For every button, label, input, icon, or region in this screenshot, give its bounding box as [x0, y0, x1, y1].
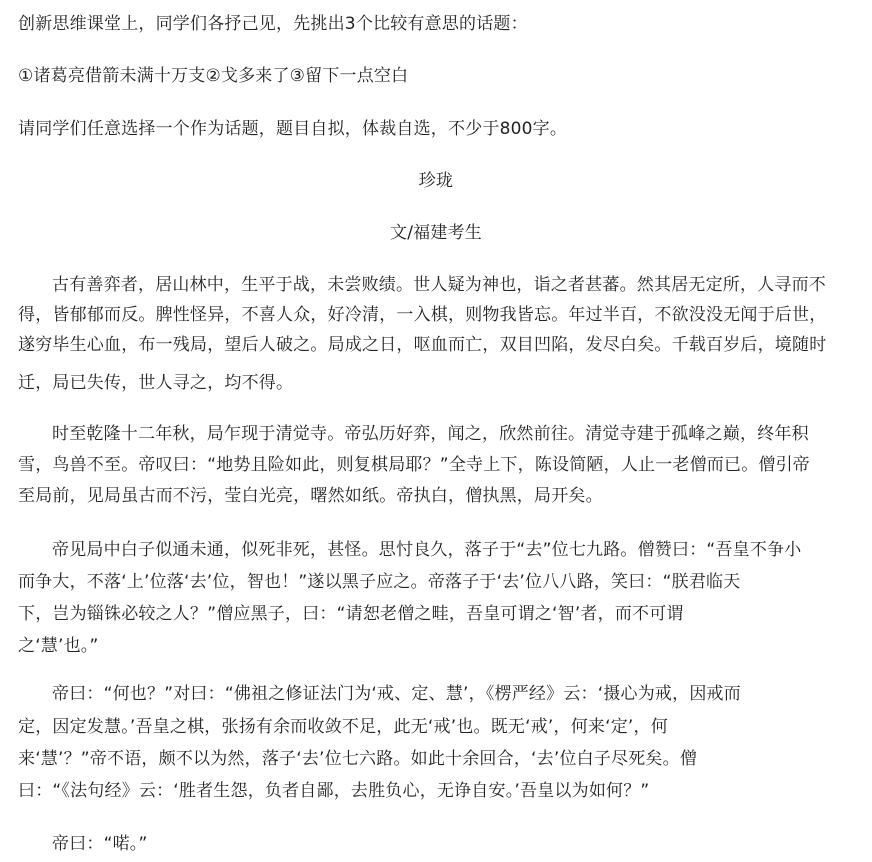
intro-line-3: 请同学们任意选择一个作为话题，题目自拟，体裁自选，不少于800字。 — [18, 119, 568, 139]
paragraph-5-line-1: 帝曰：“喏。” — [52, 834, 148, 854]
intro-line-2: ①诸葛亮借箭未满十万支②戈多来了③留下一点空白 — [18, 66, 409, 86]
intro-line-1: 创新思维课堂上，同学们各抒己见，先挑出3个比较有意思的话题： — [18, 14, 528, 34]
paragraph-4-line-2: 定，因定发慧。’吾皇之棋，张扬有余而收敛不足，此无‘戒’也。既无‘戒’，何来‘定’，何 — [18, 717, 668, 737]
paragraph-1-line-4: 迁，局已失传，世人寻之，均不得。 — [18, 373, 294, 393]
paragraph-2-line-3: 至局前，见局虽古而不污，莹白光亮，曙然如纸。帝执白，僧执黑，局开矣。 — [18, 486, 603, 506]
paragraph-1-line-1: 古有善弈者，居山林中，生平于战，未尝败绩。世人疑为神也，诣之者甚蕃。然其居无定所，人寻而不 — [52, 275, 826, 295]
paragraph-4-line-1: 帝曰：“何也？”对曰：“佛祖之修证法门为‘戒、定、慧’，《楞严经》云：‘摄心为戒，因戒而 — [52, 684, 741, 704]
paragraph-3-line-2: 而争大，不落‘上’位落‘去’位，智也！”遂以黑子应之。帝落子于‘去’位八八路，笑曰：“朕君临天 — [18, 572, 741, 592]
paragraph-4-line-3: 来‘慧’？”帝不语，颇不以为然，落子‘去’位七六路。如此十余回合，‘去’位白子尽死矣。僧 — [18, 749, 698, 769]
paragraph-1-line-2: 得，皆郁郁而反。脾性怪异，不喜人众，好冷清，一入棋，则物我皆忘。年过半百，不欲没没无闻于后世， — [18, 305, 827, 325]
paragraph-3-line-4: 之‘慧’也。” — [18, 636, 99, 656]
paragraph-3-line-3: 下，岂为锱铢必较之人？”僧应黑子，曰：“请恕老僧之畦，吾皇可谓之‘智’者，而不可谓 — [18, 604, 684, 624]
paragraph-1-line-3: 遂穷毕生心血，布一残局，望后人破之。局成之日，呕血而亡，双目凹陷，发尽白矣。千载百岁后，境随时 — [18, 335, 827, 355]
paragraph-3-line-1: 帝见局中白子似通未通，似死非死，甚怪。思忖良久，落子于“去”位七九路。僧赞曰：“吾皇不争小 — [52, 540, 802, 560]
paragraph-2-line-2: 雪，鸟兽不至。帝叹曰：“地势且险如此，则复棋局耶？”全寺上下，陈设简陋，人止一老僧而已。僧引帝 — [18, 455, 811, 475]
essay-author: 文/福建考生 — [390, 223, 482, 243]
paragraph-4-line-4: 曰：“《法句经》云：‘胜者生怨，负者自鄙，去胜负心，无诤自安。’吾皇以为如何？” — [18, 781, 650, 801]
paragraph-2-line-1: 时至乾隆十二年秋，局乍现于清觉寺。帝弘历好弈，闻之，欣然前往。清觉寺建于孤峰之巅，终年积 — [52, 424, 809, 444]
essay-title: 珍珑 — [418, 171, 454, 191]
